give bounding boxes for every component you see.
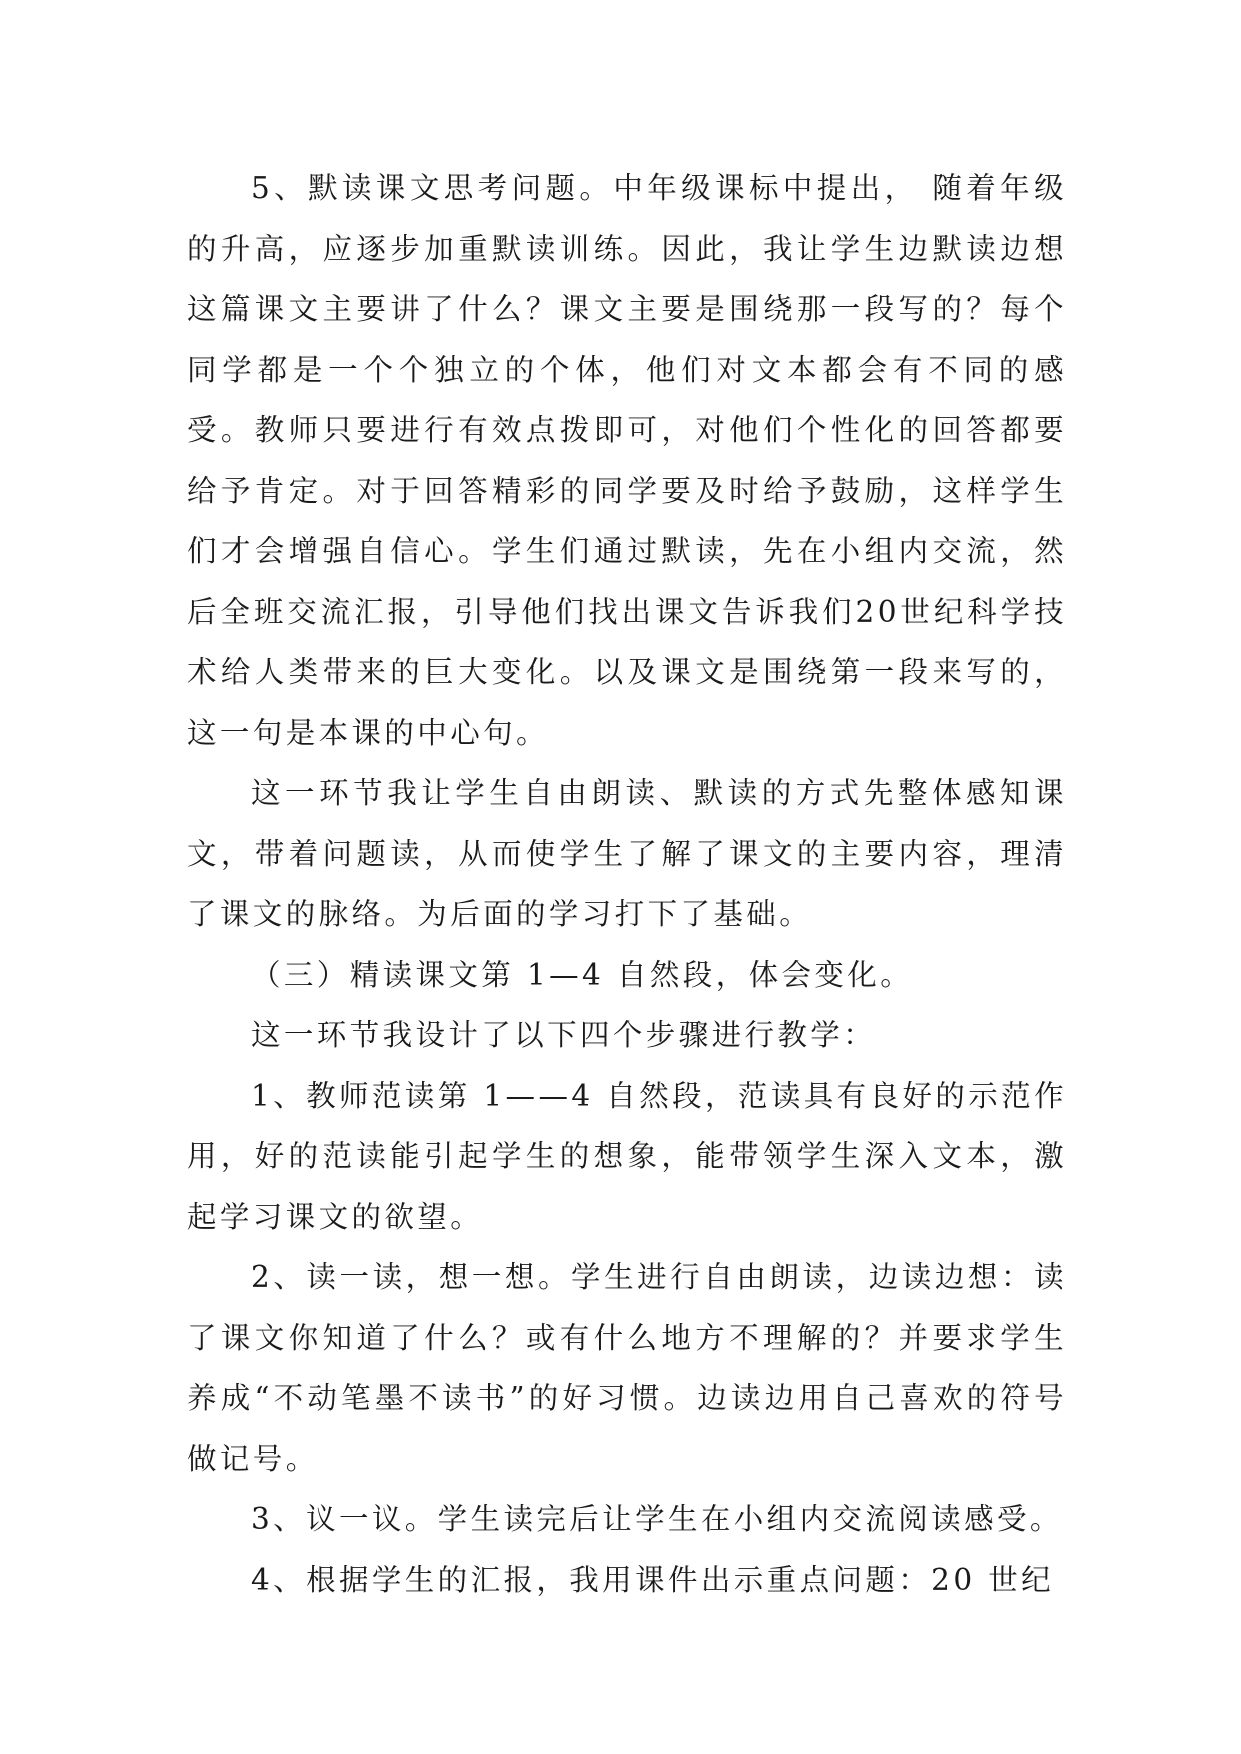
paragraph-step-1: 1、教师范读第 1——4 自然段，范读具有良好的示范作用，好的范读能引起学生的想象，能带领学生深入文本，激起学习课文的欲望。 xyxy=(187,1078,1067,1234)
paragraph-silent-reading: 5、默读课文思考问题。中年级课标中提出， 随着年级的升高，应逐步加重默读训练。因此，我让学生边默读边想这篇课文主要讲了什么？课文主要是围绕那一段写的？每个同学都是一个个独立的个体，他们对文本都会有不同的感受。教师只要进行有效点拨即可，对他们个性化的回答都要给予肯定。对于回答精彩的同学要及时给予鼓励，这样学生们才会增强自信心。学生们通过默读，先在小组内交流，然后全班交流汇报，引导他们找出课文告诉我们20世纪科学技术给人类带来的巨大变化。以及课文是围绕第一段来写的，这一句是本课的中心句。 xyxy=(187,171,1067,750)
paragraph-four-steps: 这一环节我设计了以下四个步骤进行教学： xyxy=(251,1018,877,1052)
document-body xyxy=(187,158,1067,1610)
paragraph-step-2: 2、读一读，想一想。学生进行自由朗读，边读边想：读了课文你知道了什么？或有什么地方不理解的？并要求学生养成“不动笔墨不读书”的好习惯。边读边用自己喜欢的符号做记号。 xyxy=(187,1260,1067,1476)
paragraph-step-4: 4、根据学生的汇报，我用课件出示重点问题：20 世纪 xyxy=(251,1562,1055,1597)
section-heading-intensive-reading: （三）精读课文第 1—4 自然段，体会变化。 xyxy=(251,957,914,992)
paragraph-step-3: 3、议一议。学生读完后让学生在小组内交流阅读感受。 xyxy=(251,1502,1063,1536)
paragraph-link-summary: 这一环节我让学生自由朗读、默读的方式先整体感知课文，带着问题读，从而使学生了解了课文的主要内容，理清了课文的脉络。为后面的学习打下了基础。 xyxy=(187,776,1067,931)
